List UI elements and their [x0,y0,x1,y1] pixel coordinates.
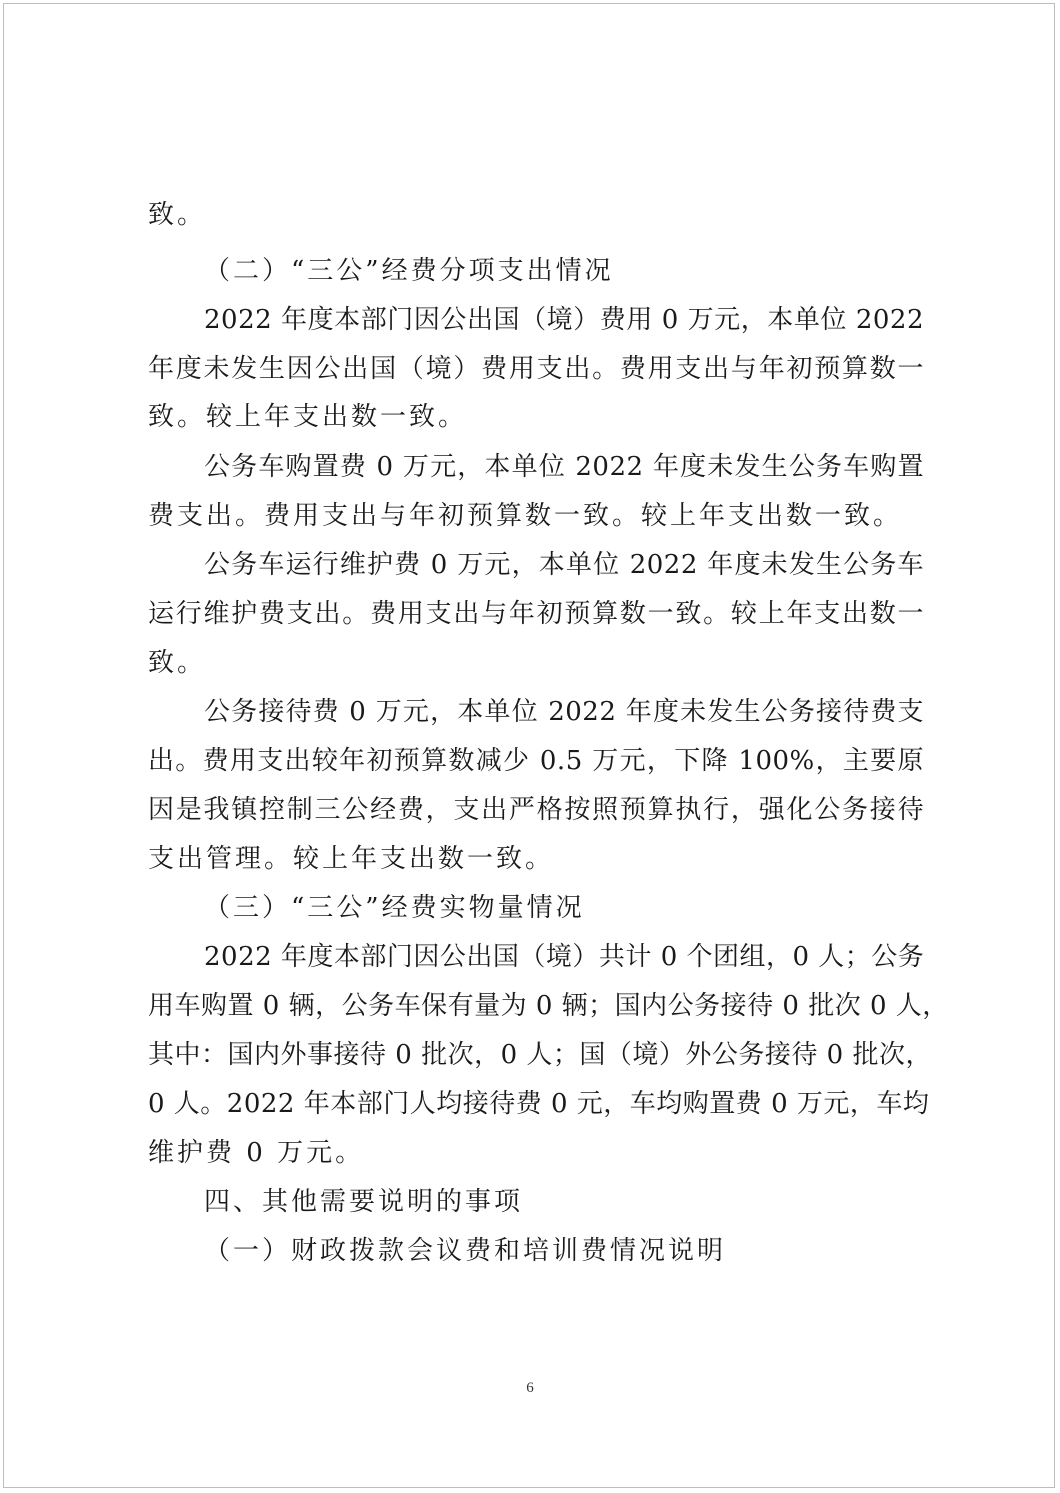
text-line: 支出管理。较上年支出数一致。 [148,844,555,874]
text-line: 其中：国内外事接待 0 批次，0 人；国（境）外公务接待 0 批次， [148,1040,932,1070]
text-line: 致。较上年支出数一致。 [148,402,468,432]
section-heading: （三）“三公”经费实物量情况 [204,893,585,923]
text-line: 0 人。2022 年本部门人均接待费 0 元，车均购置费 0 万元，车均 [148,1089,930,1119]
text-line: 致。 [148,648,207,678]
text-line: 公务车运行维护费 0 万元，本单位 2022 年度未发生公务车 [204,550,924,580]
section-heading: 四、其他需要说明的事项 [204,1187,524,1217]
text-line: 致。 [148,200,207,230]
section-heading: （一）财政拨款会议费和培训费情况说明 [204,1236,727,1266]
page-number: 6 [526,1380,534,1396]
text-line: 年度未发生因公出国（境）费用支出。费用支出与年初预算数一 [148,354,924,384]
text-line: 出。费用支出较年初预算数减少 0.5 万元，下降 100%，主要原 [148,746,924,776]
section-heading: （二）“三公”经费分项支出情况 [204,256,614,286]
text-line: 费支出。费用支出与年初预算数一致。较上年支出数一致。 [148,501,903,531]
text-line: 运行维护费支出。费用支出与年初预算数一致。较上年支出数一 [148,599,924,629]
text-line: 因是我镇控制三公经费，支出严格按照预算执行，强化公务接待 [148,795,924,825]
text-line: 维护费 0 万元。 [148,1138,365,1168]
text-line: 用车购置 0 辆，公务车保有量为 0 辆；国内公务接待 0 批次 0 人， [148,991,949,1021]
text-line: 2022 年度本部门因公出国（境）费用 0 万元，本单位 2022 [204,305,924,335]
text-line: 公务接待费 0 万元，本单位 2022 年度未发生公务接待费支 [204,697,924,727]
text-line: 2022 年度本部门因公出国（境）共计 0 个团组，0 人；公务 [204,942,925,972]
text-line: 公务车购置费 0 万元，本单位 2022 年度未发生公务车购置 [204,452,924,482]
